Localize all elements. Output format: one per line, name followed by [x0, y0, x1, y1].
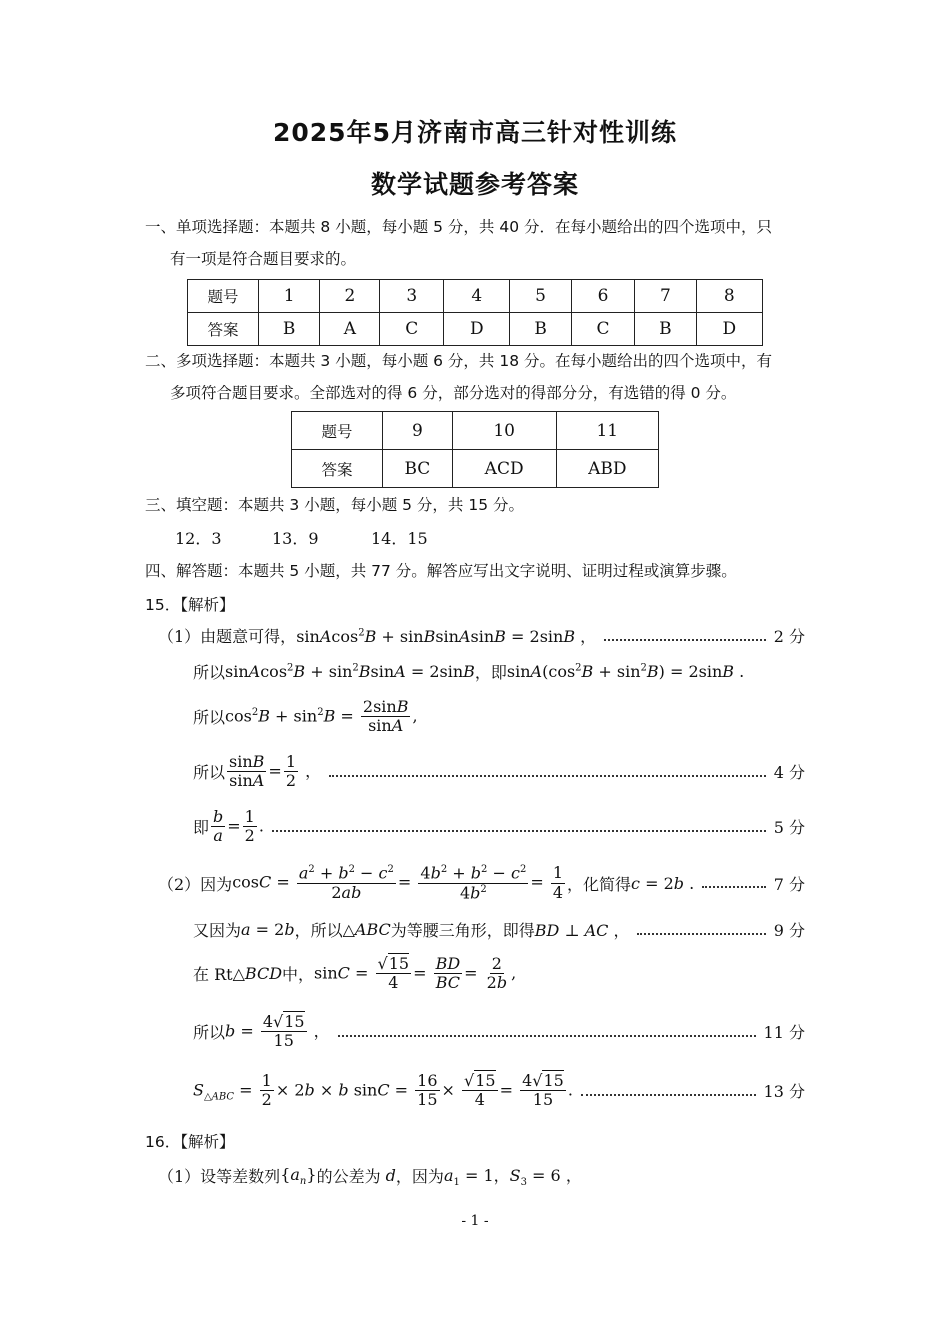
formula: $\sin A(\cos^2B + \sin^2B) = 2\sin B$ . [506, 662, 745, 681]
text: 中， [282, 965, 315, 985]
q15-line-7 [193, 918, 805, 941]
q15-line1-prefix: （1）由题意可得， [158, 627, 297, 646]
table-row-label: 题号 [188, 280, 259, 313]
score-label: 11 分 [763, 1023, 805, 1043]
q15-line-3 [193, 698, 418, 736]
document-title: 2025年5月济南市高三针对性训练 [273, 118, 677, 147]
table-row-questions [292, 412, 659, 450]
table-cell: C [380, 313, 444, 346]
multiple-choice-answer-table [291, 411, 659, 488]
table-cell: 5 [510, 280, 571, 313]
q15-label: 15．【解析】 [145, 596, 235, 614]
formula: BD ⊥ AC ， [534, 921, 630, 940]
text: 所以 [193, 663, 226, 682]
table-cell: D [696, 313, 762, 346]
formula: d [385, 1166, 396, 1186]
table-cell: 8 [696, 280, 762, 313]
q16-line-1 [158, 1163, 582, 1188]
fill-answer-12: 12．3 [175, 529, 222, 548]
table-cell: 11 [556, 412, 658, 450]
q15-line-9 [193, 1013, 805, 1051]
table-cell: 2 [320, 280, 380, 313]
fill-answer-14: 14．15 [371, 529, 428, 548]
formula: $\cos^2B + \sin^2B$ = $\frac{2\sin B}{\sin A}$ , [225, 697, 418, 736]
section1-heading: 一、单项选择题：本题共 8 小题，每小题 5 分，共 40 分．在每小题给出的四个选项中，只 [145, 218, 773, 236]
section2-heading-cont: 多项符合题目要求。全部选对的得 6 分，部分选对的得部分分，有选错的得 0 分。 [170, 384, 737, 402]
table-cell: 10 [452, 412, 556, 450]
formula: △BCD [232, 964, 283, 984]
section2-heading: 二、多项选择题：本题共 3 小题，每小题 6 分，共 18 分。在每小题给出的四个选项中，有 [145, 352, 773, 370]
q16-label: 16．【解析】 [145, 1133, 235, 1151]
text: ，即 [474, 663, 507, 682]
section3-heading: 三、填空题：本题共 3 小题，每小题 5 分，共 15 分。 [145, 496, 525, 514]
q15-line-4 [193, 753, 805, 791]
text: 所以 [193, 708, 226, 728]
table-row-answers [188, 313, 763, 346]
text: （1）设等差数列 [158, 1167, 281, 1187]
table-cell: B [259, 313, 320, 346]
text: 所以 [193, 763, 226, 783]
text: 在 Rt [193, 965, 233, 985]
table-cell: BC [383, 450, 453, 488]
q15-line-1 [158, 624, 805, 647]
table-row-answers [292, 450, 659, 488]
section1-heading-cont: 有一项是符合题目要求的。 [170, 250, 357, 268]
score-label: 9 分 [773, 921, 805, 940]
formula: △ABC [342, 920, 391, 939]
score-label: 7 分 [773, 874, 805, 894]
single-choice-answer-table [187, 279, 763, 346]
document-subtitle: 数学试题参考答案 [370, 170, 579, 199]
page-number: - 1 - [461, 1213, 489, 1229]
table-cell: 9 [383, 412, 453, 450]
formula: c = 2b . [631, 873, 695, 893]
dot-leader [272, 830, 766, 832]
text: 又因为 [193, 921, 242, 940]
formula: $\frac{b}{a}$ = $\frac{1}{2}$ . [213, 807, 264, 846]
formula: $a_1 = 1$，$S_3 = 6$ ， [443, 1166, 582, 1189]
dot-leader [702, 886, 766, 888]
q15-line-6 [158, 864, 805, 902]
score-label: 2 分 [773, 627, 805, 646]
dot-leader [338, 1035, 756, 1037]
formula: sinAcos$^2$B + $\sin^2BsinA = 2\sin B$ [225, 662, 475, 681]
formula: sinC = $\frac{√15}{4}$ = $\frac{BD}{BC}$ = $\frac{2}{2b}$ , [314, 954, 517, 993]
q15-line-5 [193, 808, 805, 846]
dot-leader [329, 775, 766, 777]
text: ，所以 [294, 921, 343, 940]
text: ，化简得 [567, 874, 632, 894]
dot-leader [604, 639, 766, 641]
table-cell: A [320, 313, 380, 346]
table-row-label: 答案 [292, 450, 383, 488]
q15-line-8 [193, 955, 516, 993]
table-cell: B [635, 313, 696, 346]
fill-answer-13: 13．9 [272, 529, 319, 548]
table-cell: D [444, 313, 510, 346]
q15-line-10 [193, 1072, 805, 1110]
formula: $\{a_n\}$ [280, 1164, 317, 1187]
table-cell: ACD [452, 450, 556, 488]
table-row-label: 题号 [292, 412, 383, 450]
formula: sinAcos$^2$B + sinBsinAsinB = 2sinB ， [296, 627, 597, 646]
dot-leader [581, 1094, 756, 1096]
dot-leader [637, 933, 765, 935]
text: 所以 [193, 1023, 226, 1043]
score-label: 5 分 [773, 818, 805, 838]
table-row-questions [188, 280, 763, 313]
table-cell: 7 [635, 280, 696, 313]
table-row-label: 答案 [188, 313, 259, 346]
score-label: 13 分 [763, 1082, 805, 1102]
section4-heading: 四、解答题：本题共 5 小题，共 77 分。解答应写出文字说明、证明过程或演算步骤。 [145, 562, 737, 580]
table-cell: B [510, 313, 571, 346]
text: 为等腰三角形，即得 [390, 921, 535, 940]
table-cell: 1 [259, 280, 320, 313]
table-cell: ABD [556, 450, 658, 488]
q15-line-2 [193, 660, 744, 683]
text: ，因为 [395, 1167, 444, 1187]
table-cell: C [571, 313, 635, 346]
table-cell: 6 [571, 280, 635, 313]
text: （2）因为 [158, 874, 233, 894]
table-cell: 3 [380, 280, 444, 313]
text: 的公差为 [316, 1167, 381, 1187]
formula: cosC = $\frac{a^2 + b^2 - c^2}{2ab}$ = $\frac{4b^2 + b^2 - c^2}{4b^2}$ = $\frac{1}{4}$ [232, 863, 563, 903]
table-cell: 4 [444, 280, 510, 313]
formula: $\frac{\sin B}{\sin A}$ = $\frac{1}{2}$ ， [229, 752, 322, 791]
score-label: 4 分 [773, 763, 805, 783]
formula: b = $\frac{4√15}{15}$ ， [225, 1012, 330, 1051]
text: 即 [193, 818, 210, 838]
formula: a = 2b [241, 920, 295, 939]
formula: $S_{\triangle ABC}$ = $\frac{1}{2}$ × 2b × b sinC = $\frac{16}{15}$ × $\frac{√15}{4}$ = $\frac{4√15}{15}$ . [193, 1071, 573, 1110]
